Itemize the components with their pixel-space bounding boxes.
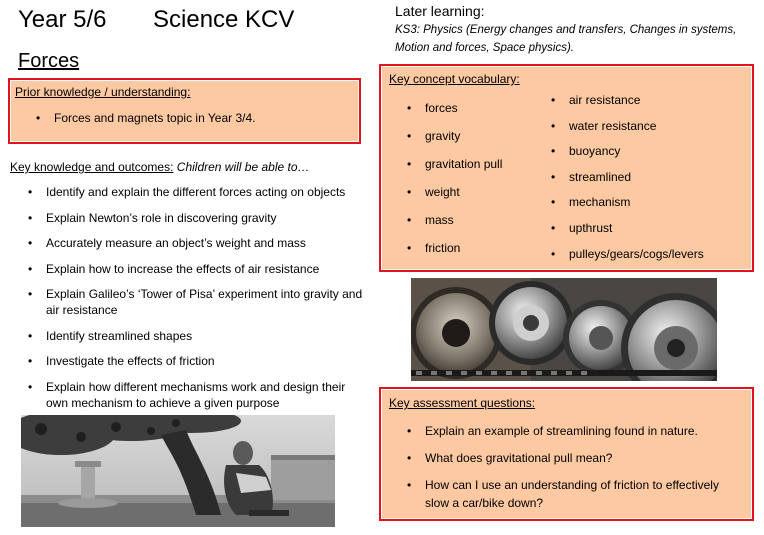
list-item: • Explain an example of streamlining found in nature. bbox=[407, 422, 742, 440]
later-learning-text: KS3: Physics (Energy changes and transfers, Changes in systems, Motion and forces, Space physics). bbox=[395, 24, 737, 54]
list-item: • forces bbox=[407, 100, 547, 116]
list-item: • streamlined bbox=[551, 169, 751, 185]
assessment-list bbox=[407, 422, 742, 521]
vocabulary-list-right bbox=[551, 92, 751, 271]
list-item: • Identify streamlined shapes bbox=[28, 328, 363, 344]
list-item: • Identify and explain the different forces acting on objects bbox=[28, 184, 363, 200]
newton-illustration-drawing bbox=[21, 415, 335, 527]
key-knowledge-list bbox=[28, 184, 363, 420]
topic-heading: Forces bbox=[18, 50, 80, 72]
year-title: Year 5/6 bbox=[18, 6, 107, 33]
vocabulary-title: Key concept vocabulary: bbox=[389, 72, 520, 86]
vocabulary-box bbox=[379, 64, 754, 272]
list-item: • friction bbox=[407, 240, 547, 256]
list-item: • Explain how to increase the effects of air resistance bbox=[28, 261, 363, 277]
key-knowledge-lead: Children will be able to… bbox=[176, 160, 310, 174]
newton-illustration bbox=[21, 415, 335, 527]
prior-knowledge-title: Prior knowledge / understanding: bbox=[15, 85, 191, 99]
assessment-title: Key assessment questions: bbox=[389, 396, 536, 410]
list-item: • weight bbox=[407, 184, 547, 200]
prior-knowledge-list bbox=[36, 111, 346, 125]
later-learning-title: Later learning: bbox=[395, 3, 485, 19]
gears-photo bbox=[411, 278, 717, 381]
list-item: • mass bbox=[407, 212, 547, 228]
list-item: • gravity bbox=[407, 128, 547, 144]
assessment-box bbox=[379, 387, 754, 521]
list-item: • buoyancy bbox=[551, 143, 751, 159]
prior-knowledge-box bbox=[8, 78, 361, 144]
list-item: • mechanism bbox=[551, 194, 751, 210]
list-item: • Investigate the effects of friction bbox=[28, 353, 363, 369]
list-item: • How can I use an understanding of friction to effectively slow a car/bike down? bbox=[407, 476, 742, 512]
list-item: • gravitation pull bbox=[407, 156, 547, 172]
list-item: • air resistance bbox=[551, 92, 751, 108]
list-item: • pulleys/gears/cogs/levers bbox=[551, 246, 751, 262]
list-item: • Explain Galileo’s ‘Tower of Pisa’ experiment into gravity and air resistance bbox=[28, 286, 363, 318]
subject-title: Science KCV bbox=[153, 6, 295, 33]
list-item: • Accurately measure an object’s weight and mass bbox=[28, 235, 363, 251]
list-item: • Explain how different mechanisms work and design their own mechanism to achieve a given purpose bbox=[28, 379, 363, 411]
key-knowledge-title: Key knowledge and outcomes: bbox=[10, 160, 174, 174]
list-item: • water resistance bbox=[551, 118, 751, 134]
key-knowledge-heading bbox=[10, 160, 310, 174]
vocabulary-list-left bbox=[407, 100, 547, 268]
list-item: • upthrust bbox=[551, 220, 751, 236]
list-item: • Explain Newton’s role in discovering gravity bbox=[28, 210, 363, 226]
list-item: • What does gravitational pull mean? bbox=[407, 449, 742, 467]
gears-photo-drawing bbox=[411, 278, 717, 381]
list-item: • Forces and magnets topic in Year 3/4. bbox=[36, 111, 346, 125]
